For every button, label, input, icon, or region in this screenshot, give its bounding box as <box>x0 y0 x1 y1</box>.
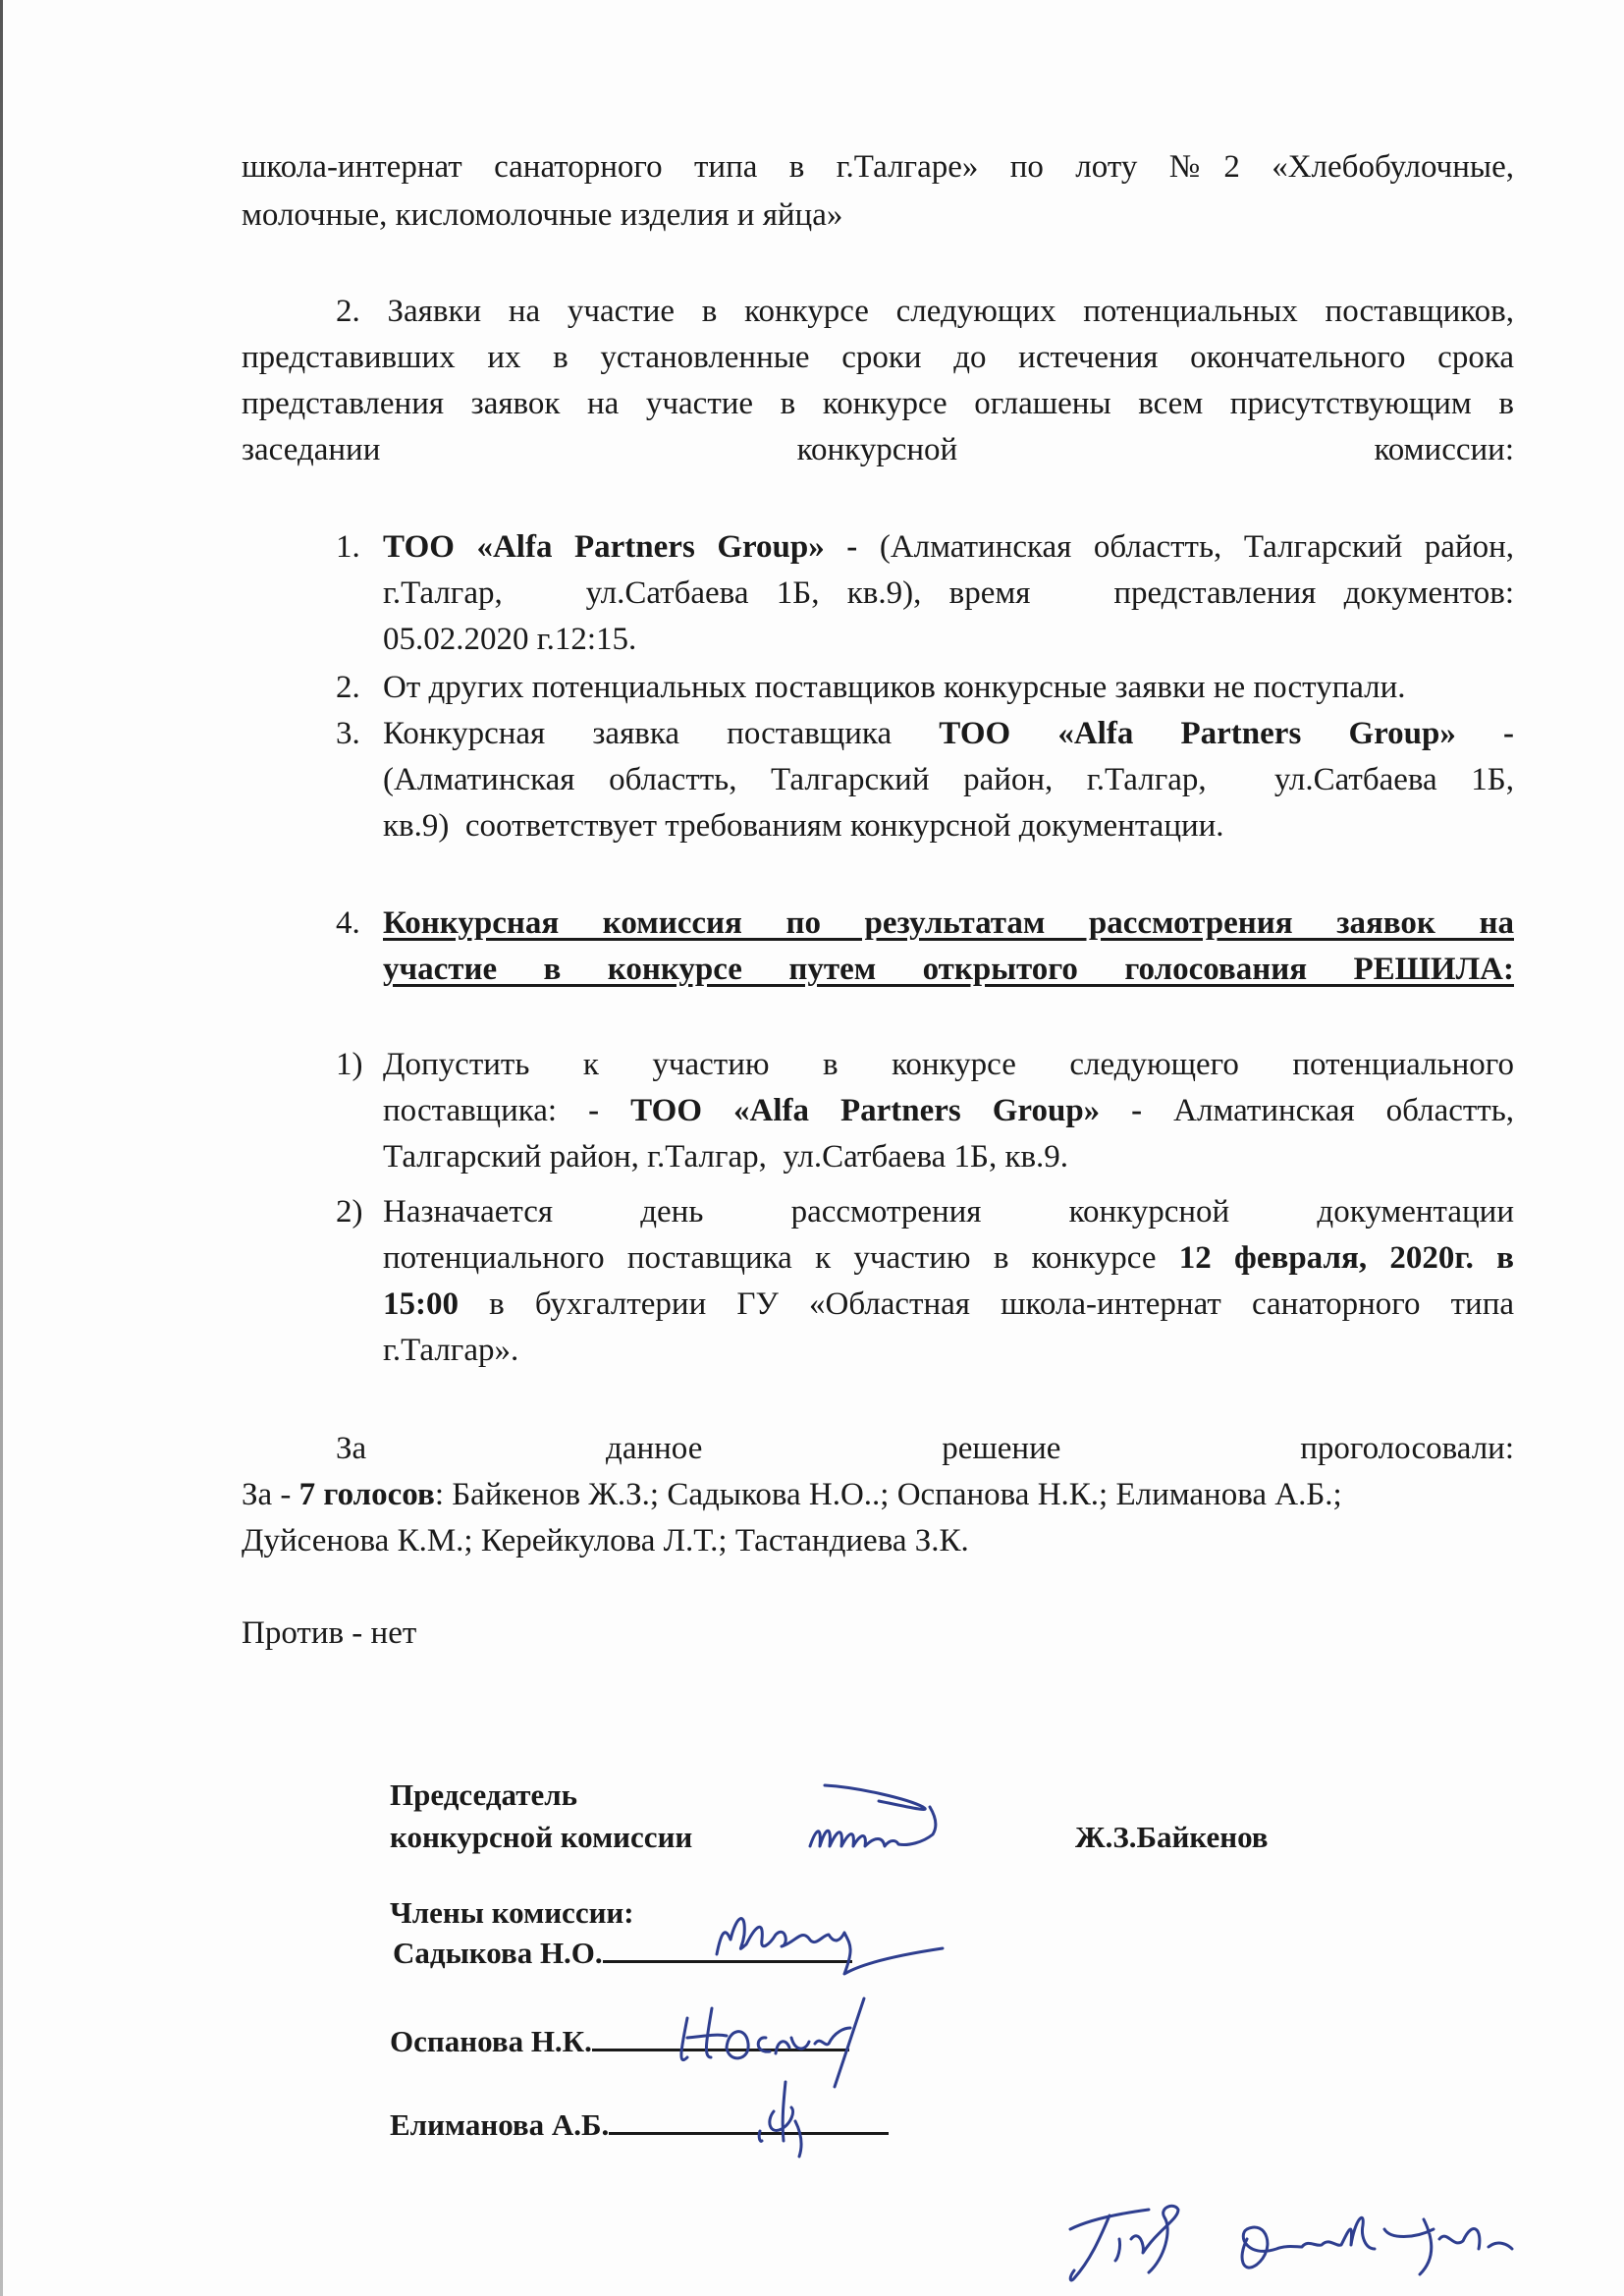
member-name: Елиманова А.Б. <box>390 2107 610 2142</box>
decision-heading-line: участие в конкурсе путем открытого голосования РЕШИЛА: <box>383 952 1514 987</box>
decision-text: потенциального поставщика к участию в конкурсе <box>383 1240 1157 1276</box>
decision-number: 1) <box>336 1047 363 1082</box>
decision-line <box>383 1285 1514 1324</box>
intro-line-2: молочные, кисломолочные изделия и яйца» <box>242 197 843 233</box>
list-item-line: кв.9) соответствует требованиям конкурсной документации. <box>383 808 1224 844</box>
address-text: Алматинская областть, <box>1173 1093 1515 1128</box>
decision-line: Назначается день рассмотрения конкурсной документации <box>383 1194 1514 1230</box>
decision-number: 2) <box>336 1194 363 1230</box>
decision-line <box>383 1238 1514 1278</box>
item-text: Конкурсная заявка поставщика <box>383 716 893 751</box>
vote-against: Против - нет <box>242 1615 417 1651</box>
decision-heading-line: Конкурсная комиссия по результатам рассмотрения заявок на <box>383 905 1514 941</box>
vote-for-label: За - <box>242 1477 299 1512</box>
intro-line-1: школа-интернат санаторного типа в г.Талгаре» по лоту №2 «Хлебобулочные, <box>242 149 1514 185</box>
chair-title-2: конкурсной комиссии <box>390 1820 693 1854</box>
company-name: ТОО «Alfa Partners Group» - <box>939 716 1515 751</box>
list-item-line: (Алматинская областть, Талгарский район, г.Талгар, ул.Сатбаева 1Б, <box>383 762 1514 797</box>
vote-line-2 <box>242 1475 1514 1514</box>
company-name: - ТОО «Alfa Partners Group» - <box>588 1093 1143 1128</box>
bottom-initials-signatures <box>1051 2190 1522 2288</box>
section2-line-2: представивших их в установленные сроки до истечения окончательного срока <box>242 340 1514 375</box>
member-name: Садыкова Н.О. <box>393 1936 603 1970</box>
list-item-line <box>383 527 1514 567</box>
list-number: 4. <box>336 905 360 941</box>
decision-line: Талгарский район, г.Талгар, ул.Сатбаева 1Б, кв.9. <box>383 1139 1069 1175</box>
vote-names: : Байкенов Ж.З.; Садыкова Н.О..; Оспанова Н.К.; Елиманова А.Б.; <box>434 1477 1342 1512</box>
list-item-line: 05.02.2020 г.12:15. <box>383 622 637 657</box>
list-number: 1. <box>336 529 360 565</box>
vote-line-1: За данное решение проголосовали: <box>336 1431 1514 1466</box>
vote-line-3: Дуйсенова К.М.; Керейкулова Л.Т.; Тастандиева З.К. <box>242 1523 969 1558</box>
list-item-line: От других потенциальных поставщиков конкурсные заявки не поступали. <box>383 670 1406 705</box>
decision-line: Допустить к участию в конкурсе следующего потенциального <box>383 1047 1514 1082</box>
review-date: 12 февраля, 2020г. в <box>1178 1240 1514 1276</box>
members-title: Члены комиссии: <box>390 1895 634 1930</box>
member-signature-elimanova <box>746 2072 844 2160</box>
decision-text: поставщика: <box>383 1093 558 1128</box>
member-signature-sadykova <box>707 1905 1021 1994</box>
section2-line-1: 2. Заявки на участие в конкурсе следующих потенциальных поставщиков, <box>336 294 1514 329</box>
list-item-line <box>383 714 1514 753</box>
vote-count: 7 голосов <box>298 1477 435 1512</box>
section2-line-3: представления заявок на участие в конкурсе оглашены всем присутствующим в <box>242 386 1514 421</box>
list-number: 3. <box>336 716 360 751</box>
address-text: (Алматинская областть, Талгарский район, <box>879 529 1515 565</box>
review-time: 15:00 <box>383 1286 459 1322</box>
chair-title-1: Председатель <box>390 1777 578 1812</box>
chair-name: Ж.З.Байкенов <box>1075 1820 1269 1854</box>
scan-edge <box>0 0 3 2296</box>
section2-line-4: заседании конкурсной комиссии: <box>242 432 1514 467</box>
member-name: Оспанова Н.К. <box>390 2024 592 2058</box>
decision-line: г.Талгар». <box>383 1333 519 1368</box>
list-number: 2. <box>336 670 360 705</box>
decision-line <box>383 1091 1514 1130</box>
company-name: ТОО «Alfa Partners Group» - <box>383 529 858 565</box>
list-item-line: г.Талгар, ул.Сатбаева 1Б, кв.9), время представления документов: <box>383 575 1514 611</box>
decision-text: в бухгалтерии ГУ «Областная школа-интернат санаторного типа <box>489 1286 1515 1322</box>
chair-signature <box>800 1777 997 1866</box>
